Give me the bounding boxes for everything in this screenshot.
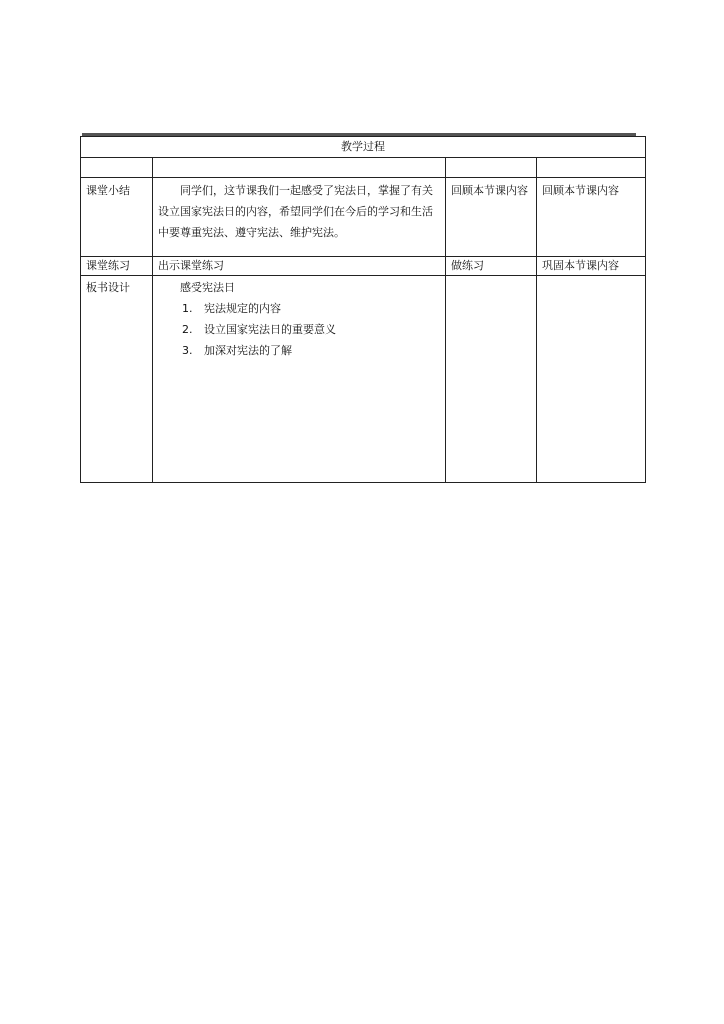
board-list-item	[158, 298, 440, 319]
table-cell-empty	[537, 158, 646, 178]
teaching-process-table	[80, 136, 646, 483]
exercise-student-activity: 做练习	[446, 257, 537, 276]
table-row-board	[81, 276, 646, 483]
board-purpose	[537, 276, 646, 483]
summary-content	[153, 178, 446, 257]
list-number: 3.	[182, 344, 193, 357]
board-student-activity	[446, 276, 537, 483]
list-text: 宪法规定的内容	[204, 302, 281, 315]
row-label-board: 板书设计	[81, 276, 153, 483]
table-header: 教学过程	[81, 137, 646, 158]
board-list-item	[158, 340, 440, 361]
table-row-exercise	[81, 257, 646, 276]
table-blank-row	[81, 158, 646, 178]
row-label-summary: 课堂小结	[81, 178, 153, 257]
exercise-purpose: 巩固本节课内容	[537, 257, 646, 276]
list-number: 2.	[182, 323, 193, 336]
table-header-row	[81, 137, 646, 158]
table-row-summary	[81, 178, 646, 257]
board-list-item	[158, 319, 440, 340]
list-text: 设立国家宪法日的重要意义	[204, 323, 336, 336]
table-cell-empty	[81, 158, 153, 178]
table-cell-empty	[446, 158, 537, 178]
list-text: 加深对宪法的了解	[204, 344, 292, 357]
board-list	[158, 298, 440, 361]
board-title: 感受宪法日	[180, 281, 235, 294]
row-label-exercise: 课堂练习	[81, 257, 153, 276]
summary-purpose: 回顾本节课内容	[537, 178, 646, 257]
exercise-content: 出示课堂练习	[153, 257, 446, 276]
summary-text: 同学们，这节课我们一起感受了宪法日，掌握了有关设立国家宪法日的内容，希望同学们在今后的学习和生活中要尊重宪法、遵守宪法、维护宪法。	[158, 184, 433, 239]
table-cell-empty	[153, 158, 446, 178]
board-content	[153, 276, 446, 483]
summary-student-activity: 回顾本节课内容	[446, 178, 537, 257]
list-number: 1.	[182, 302, 193, 315]
